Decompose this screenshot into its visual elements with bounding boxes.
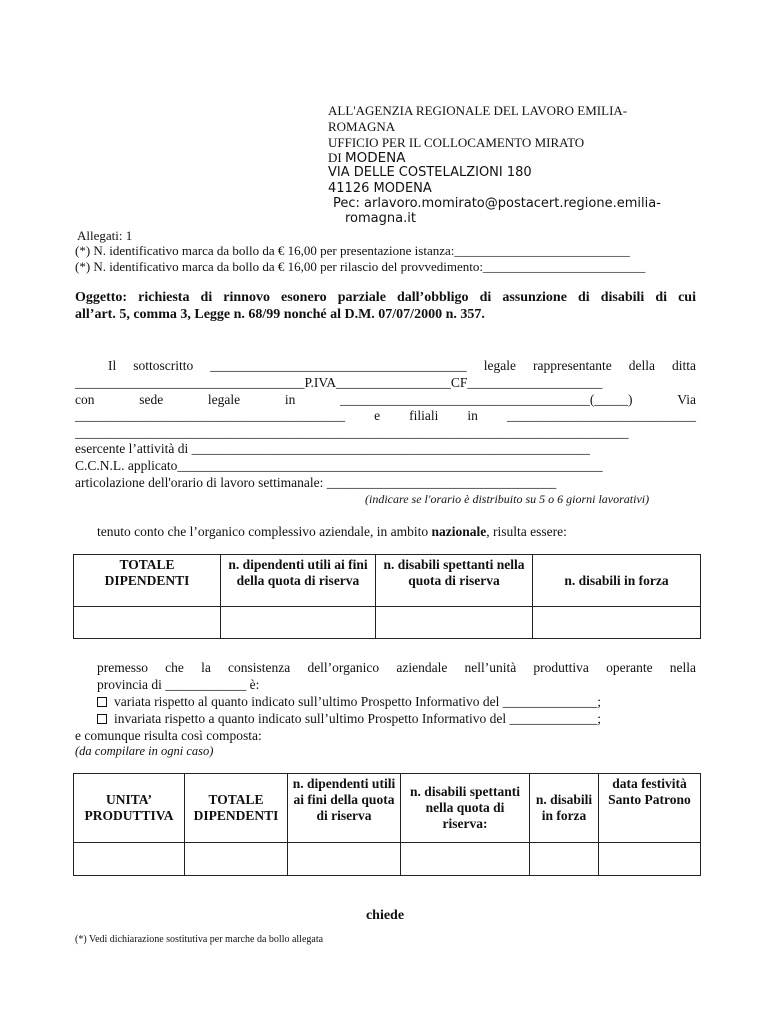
form-word: _____________________________________(_____) bbox=[340, 392, 633, 407]
option-invariata bbox=[97, 711, 601, 727]
header-disabili-forza: n. disabili in forza bbox=[533, 555, 701, 607]
attachments-label: Allegati: 1 bbox=[77, 228, 133, 243]
option-variata-label: variata rispetto al quanto indicato sull’ultimo Prospetto Informativo del ______________; bbox=[114, 694, 602, 709]
form-word: legale bbox=[207, 392, 241, 407]
option-invariata-label: invariata rispetto a quanto indicato sull’ultimo Prospetto Informativo del _____________; bbox=[114, 711, 602, 726]
bollo-line-1: (*) N. identificativo marca da bollo da € 16,00 per presentazione istanza:___________________________ bbox=[75, 243, 630, 258]
form-line-sottoscritto: Il sottoscritto ______________________________________ legale rappresentante della ditta bbox=[108, 358, 696, 373]
unit-table bbox=[73, 773, 701, 876]
bollo-line-2: (*) N. identificativo marca da bollo da € 16,00 per rilascio del provvedimento:_________________________ bbox=[75, 259, 646, 274]
input-cell[interactable] bbox=[221, 607, 376, 639]
table-row bbox=[74, 607, 701, 639]
recipient-line: ROMAGNA bbox=[328, 119, 396, 134]
organico-text bbox=[97, 524, 567, 540]
recipient-pec-cont: romagna.it bbox=[345, 211, 416, 226]
premesso-line-2: provincia di ____________ è: bbox=[97, 677, 260, 692]
recipient-cap-city: 41126 MODENA bbox=[328, 181, 432, 196]
form-word: sede bbox=[139, 392, 164, 407]
recipient-pec: Pec: arlavoro.momirato@postacert.regione.emilia- bbox=[333, 196, 661, 211]
table-row bbox=[74, 843, 701, 876]
form-line-piva-cf: __________________________________P.IVA_________________CF____________________ bbox=[75, 375, 603, 390]
input-cell[interactable] bbox=[599, 843, 701, 876]
form-word: Via bbox=[677, 392, 696, 407]
organico-table bbox=[73, 554, 701, 639]
form-line-orario: articolazione dell'orario di lavoro settimanale: __________________________________ bbox=[75, 475, 557, 490]
chiede-heading: chiede bbox=[365, 908, 405, 923]
footnote: (*) Vedi dichiarazione sostitutiva per marche da bollo allegata bbox=[75, 934, 324, 945]
premesso-note: (da compilare in ogni caso) bbox=[75, 744, 214, 758]
header-dipendenti-utili: n. dipendenti utili ai fini della quota di riserva bbox=[288, 774, 401, 843]
form-line-ccnl: C.C.N.L. applicato_______________________________________________________________ bbox=[75, 458, 603, 473]
form-word: in bbox=[284, 392, 296, 407]
premesso-line-3: e comunque risulta così composta: bbox=[75, 728, 262, 743]
recipient-line: UFFICIO PER IL COLLOCAMENTO MIRATO bbox=[328, 135, 585, 150]
organico-text-b: , risulta essere: bbox=[486, 524, 567, 539]
header-disabili-spettanti: n. disabili spettanti nella quota di riserva: bbox=[401, 774, 530, 843]
table-header-row bbox=[74, 774, 701, 843]
table-header-row bbox=[74, 555, 701, 607]
input-cell[interactable] bbox=[74, 843, 185, 876]
form-word: con bbox=[75, 392, 95, 407]
recipient-line: ALL'AGENZIA REGIONALE DEL LAVORO EMILIA- bbox=[328, 103, 628, 118]
organico-text-a: tenuto conto che l’organico complessivo aziendale, in ambito bbox=[97, 524, 432, 539]
input-cell[interactable] bbox=[376, 607, 533, 639]
recipient-prefix: DI bbox=[328, 150, 345, 165]
input-cell[interactable] bbox=[288, 843, 401, 876]
input-cell[interactable] bbox=[530, 843, 599, 876]
subject-line-1: Oggetto: richiesta di rinnovo esonero parziale dall’obbligo di assunzione di disabili di cui bbox=[75, 290, 696, 305]
option-variata bbox=[97, 694, 601, 710]
header-totale-dipendenti: TOTALE DIPENDENTI bbox=[185, 774, 288, 843]
header-disabili-forza: n. disabili in forza bbox=[530, 774, 599, 843]
input-cell[interactable] bbox=[185, 843, 288, 876]
checkbox[interactable] bbox=[97, 714, 107, 724]
recipient-street: VIA DELLE COSTELALZIONI 180 bbox=[328, 165, 532, 180]
checkbox[interactable] bbox=[97, 697, 107, 707]
input-cell[interactable] bbox=[533, 607, 701, 639]
recipient-city: MODENA bbox=[344, 150, 406, 166]
header-unita-produttiva: UNITA’ PRODUTTIVA bbox=[74, 774, 185, 843]
form-line-attivita: esercente l’attività di ___________________________________________________________ bbox=[75, 441, 590, 456]
header-dipendenti-utili: n. dipendenti utili ai fini della quota di riserva bbox=[221, 555, 376, 607]
form-orario-note: (indicare se l'orario è distribuito su 5 o 6 giorni lavorativi) bbox=[365, 492, 650, 506]
form-line-sede bbox=[75, 392, 696, 408]
header-disabili-spettanti: n. disabili spettanti nella quota di riserva bbox=[376, 555, 533, 607]
form-line-filiali: ________________________________________ e filiali in ____________________________ bbox=[75, 408, 696, 423]
header-totale-dipendenti: TOTALE DIPENDENTI bbox=[74, 555, 221, 607]
organico-text-bold: nazionale bbox=[431, 524, 487, 539]
premesso-line-1: premesso che la consistenza dell’organico aziendale nell’unità produttiva operante nella bbox=[97, 660, 696, 675]
input-cell[interactable] bbox=[401, 843, 530, 876]
header-santo-patrono: data festività Santo Patrono bbox=[599, 774, 701, 843]
subject-line-2: all’art. 5, comma 3, Legge n. 68/99 nonché al D.M. 07/07/2000 n. 357. bbox=[75, 307, 485, 322]
form-line-blank: __________________________________________________________________________________ bbox=[75, 425, 629, 440]
input-cell[interactable] bbox=[74, 607, 221, 639]
